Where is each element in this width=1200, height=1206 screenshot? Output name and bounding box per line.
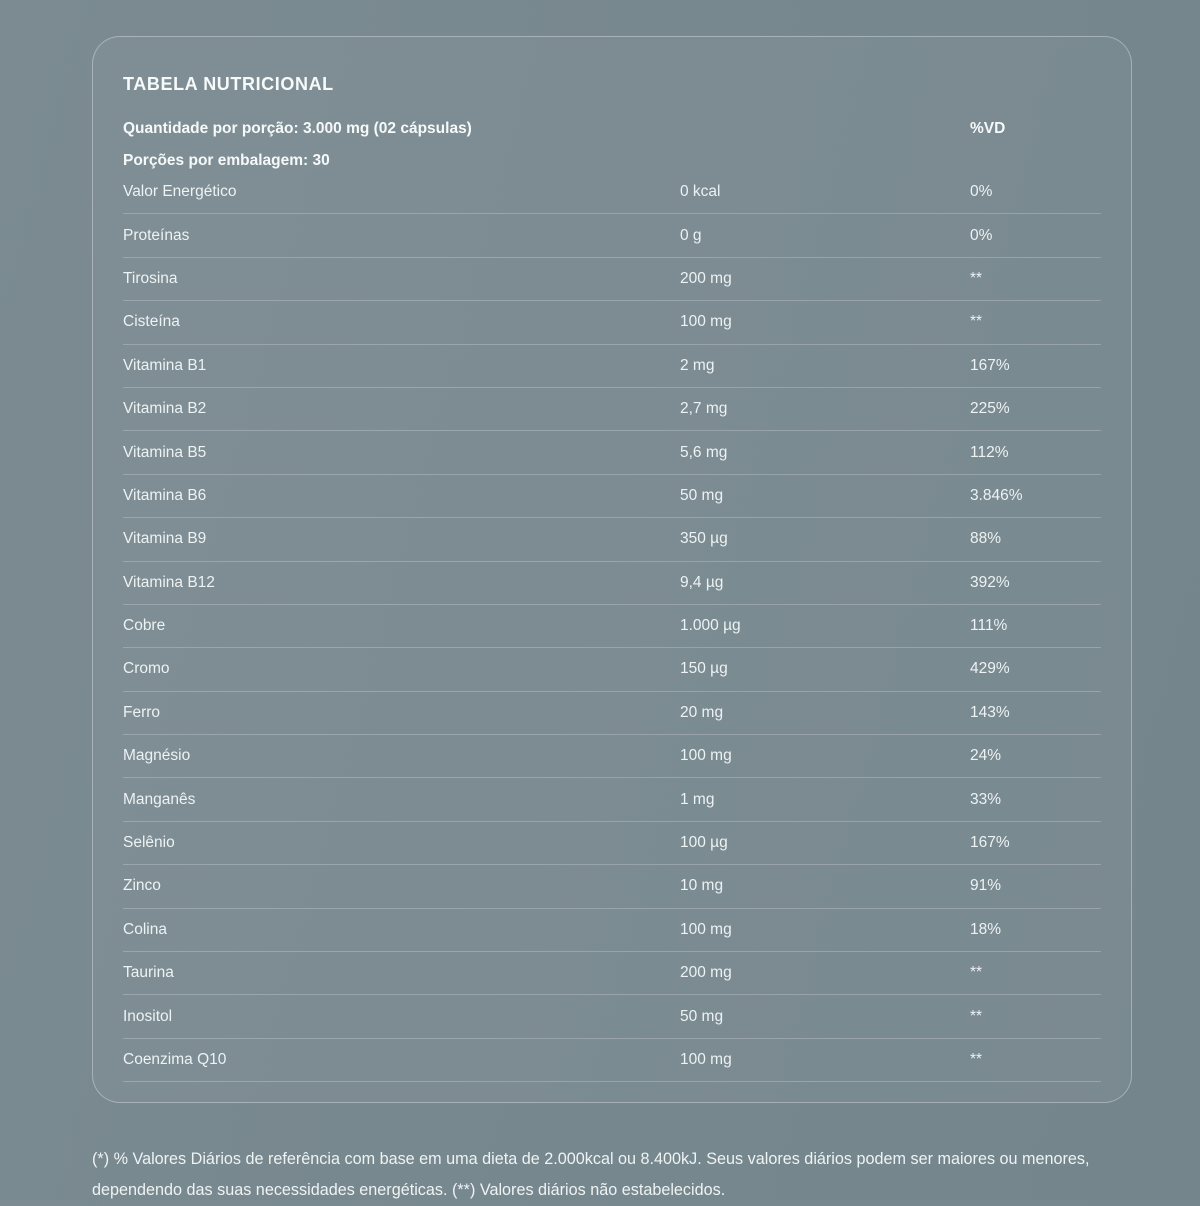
nutrient-name: Tirosina — [123, 269, 178, 287]
nutrient-dv: ** — [970, 1007, 983, 1025]
nutrient-name: Vitamina B2 — [123, 400, 207, 418]
nutrient-amount: 150 µg — [680, 660, 728, 678]
nutrient-amount: 50 mg — [680, 1007, 724, 1025]
nutrient-name: Colina — [123, 920, 167, 938]
nutrient-name: Cromo — [123, 660, 170, 678]
card-title: TABELA NUTRICIONAL — [123, 74, 334, 94]
nutrient-name: Cobre — [123, 617, 166, 635]
nutrition-table — [123, 171, 1101, 1082]
table-row — [123, 388, 1101, 431]
nutrient-name: Ferro — [123, 703, 161, 721]
table-row — [123, 562, 1101, 605]
nutrient-amount: 1.000 µg — [680, 617, 741, 635]
nutrient-dv: ** — [970, 964, 983, 982]
nutrient-name: Proteínas — [123, 226, 190, 244]
nutrient-dv: 167% — [970, 356, 1010, 374]
nutrient-amount: 100 mg — [680, 1051, 732, 1068]
nutrient-amount: 100 mg — [680, 313, 732, 331]
nutrient-dv: 18% — [970, 920, 1002, 938]
table-row — [123, 518, 1101, 561]
table-row — [123, 778, 1101, 821]
nutrient-name: Vitamina B12 — [123, 573, 215, 591]
nutrient-name: Manganês — [123, 790, 196, 808]
nutrient-dv: 225% — [970, 400, 1010, 418]
nutrient-name: Valor Energético — [123, 183, 237, 201]
nutrient-amount: 9,4 µg — [680, 573, 724, 591]
nutrient-amount: 2 mg — [680, 356, 715, 374]
nutrient-dv: 0% — [970, 226, 993, 244]
nutrient-dv: 429% — [970, 660, 1010, 678]
nutrient-name: Inositol — [123, 1007, 173, 1025]
nutrient-dv: 143% — [970, 703, 1010, 721]
nutrient-dv: 3.846% — [970, 486, 1023, 504]
nutrient-amount: 200 mg — [680, 269, 732, 287]
serving-size-line: Quantidade por porção: 3.000 mg (02 cápsulas) — [123, 120, 472, 137]
table-row — [123, 301, 1101, 344]
nutrient-amount: 350 µg — [680, 530, 728, 548]
table-row — [123, 909, 1101, 952]
table-row — [123, 605, 1101, 648]
nutrient-dv: ** — [970, 269, 983, 287]
servings-per-package-line: Porções por embalagem: 30 — [123, 152, 330, 169]
nutrient-dv: 91% — [970, 877, 1002, 895]
nutrient-amount: 2,7 mg — [680, 400, 728, 418]
table-header-row — [123, 118, 1101, 139]
table-row — [123, 258, 1101, 301]
nutrient-amount: 100 mg — [680, 920, 732, 938]
table-row — [123, 822, 1101, 865]
vd-column-header: %VD — [970, 120, 1006, 137]
nutrient-dv: 33% — [970, 790, 1002, 808]
table-row — [123, 171, 1101, 214]
nutrient-dv: 392% — [970, 573, 1010, 591]
table-row — [123, 214, 1101, 257]
nutrient-amount: 20 mg — [680, 703, 724, 721]
nutrient-amount: 0 g — [680, 226, 702, 244]
table-row — [123, 345, 1101, 388]
daily-values-footnote: (*) % Valores Diários de referência com base em uma dieta de 2.000kcal ou 8.400kJ. Seus valores diários podem ser maiores ou menores, dependendo das suas necessidades energéticas. (**) Valores diários não estabelecidos. — [92, 1150, 1090, 1199]
table-row — [123, 1039, 1101, 1082]
nutrient-name: Coenzima Q10 — [123, 1051, 227, 1068]
nutrition-card — [92, 36, 1132, 1103]
nutrient-amount: 0 kcal — [680, 183, 721, 201]
nutrient-name: Taurina — [123, 964, 174, 982]
table-row — [123, 475, 1101, 518]
nutrient-name: Vitamina B5 — [123, 443, 207, 461]
table-row — [123, 431, 1101, 474]
nutrient-dv: 167% — [970, 834, 1010, 852]
table-row — [123, 735, 1101, 778]
nutrient-dv: 112% — [970, 443, 1009, 461]
nutrient-amount: 200 mg — [680, 964, 732, 982]
nutrient-amount: 5,6 mg — [680, 443, 728, 461]
nutrient-name: Vitamina B6 — [123, 486, 207, 504]
nutrient-name: Cisteína — [123, 313, 180, 331]
nutrient-dv: ** — [970, 313, 983, 331]
nutrient-dv: ** — [970, 1051, 983, 1068]
nutrient-dv: 24% — [970, 747, 1002, 765]
nutrient-name: Vitamina B9 — [123, 530, 207, 548]
nutrient-name: Selênio — [123, 834, 175, 852]
nutrient-dv: 111% — [970, 617, 1008, 635]
nutrient-name: Zinco — [123, 877, 161, 895]
nutrient-amount: 100 mg — [680, 747, 732, 765]
nutrient-dv: 88% — [970, 530, 1002, 548]
table-row — [123, 648, 1101, 691]
nutrient-amount: 10 mg — [680, 877, 724, 895]
nutrient-name: Vitamina B1 — [123, 356, 207, 374]
table-row — [123, 952, 1101, 995]
nutrient-amount: 100 µg — [680, 834, 728, 852]
table-row — [123, 692, 1101, 735]
nutrient-dv: 0% — [970, 183, 993, 201]
table-row — [123, 865, 1101, 908]
nutrient-name: Magnésio — [123, 747, 191, 765]
nutrient-amount: 1 mg — [680, 790, 715, 808]
nutrient-amount: 50 mg — [680, 486, 724, 504]
table-row — [123, 995, 1101, 1038]
